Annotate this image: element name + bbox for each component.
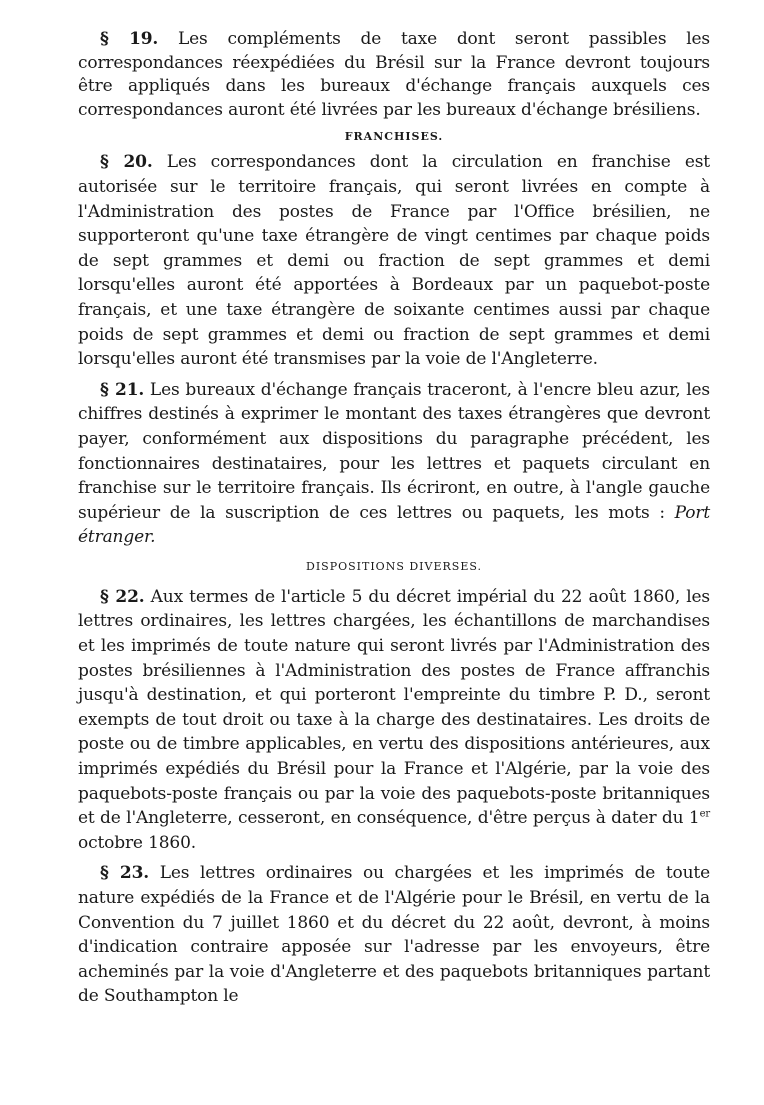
paragraph-text: Les compléments de taxe dont seront passibles les correspondances réexpédiées du Brésil sur la France devront toujours être appliqués dans les bureaux d'échange français auxquels ces correspondances auront été livrées par les bureaux d'échange brésiliens. — [78, 29, 711, 120]
paragraph-label: § 20. — [100, 152, 153, 173]
date-rest: octobre 1860. — [78, 832, 197, 853]
paragraph-21 — [78, 378, 710, 550]
paragraph-label: § 19. — [100, 29, 159, 49]
date-superscript: er — [699, 808, 710, 820]
paragraph-22 — [78, 585, 710, 856]
paragraph-20 — [78, 150, 710, 371]
date-number: 1 — [688, 808, 700, 829]
document-page — [78, 28, 710, 1009]
paragraph-label: § 23. — [100, 863, 150, 884]
paragraph-19 — [78, 28, 710, 122]
paragraph-label: § 21. — [100, 379, 145, 400]
paragraph-23 — [78, 861, 710, 1009]
paragraph-text: Aux termes de l'article 5 du décret impérial du 22 août 1860, les lettres ordinaires, les lettres chargées, les échantillons de marchandises et les imprimés de toute nature qui seront livrés par l'Administration des postes brésiliennes à l'Administration des postes de France affranchis jusqu'à destination, et qui porteront l'empreinte du timbre P. D., seront exempts de tout droit ou taxe à la charge des destinataires. Les droits de poste ou de timbre applicables, en vertu des dispositions antérieures, aux imprimés expédiés du Brésil pour la France et l'Algérie, par la voie des paquebots-poste français ou par la voie des paquebots-poste britanniques et de l'Angleterre, cesseront, en conséquence, d'être perçus à dater du — [78, 586, 710, 829]
paragraph-text: Les correspondances dont la circulation en franchise est autorisée sur le territoire français, qui seront livrées en compte à l'Administration des postes de France par l'Office brésilien, ne supporteront qu'une taxe étrangère de vingt centimes par chaque poids de sept grammes et demi ou fraction de sept grammes et demi lorsqu'elles auront été apportées à Bordeaux par un paquebot-poste français, et une taxe étrangère de soixante centimes aussi par chaque poids de sept grammes et demi ou fraction de sept grammes et demi lorsqu'elles auront été transmises par la voie de l'Angleterre. — [78, 152, 710, 370]
paragraph-label: § 22. — [100, 586, 145, 607]
paragraph-text: Les lettres ordinaires ou chargées et les imprimés de toute nature expédiés de la France et de l'Algérie pour le Brésil, en vertu de la Convention du 7 juillet 1860 et du décret du 22 août, devront, à moins d'indication contraire apposée sur l'adresse par les envoyeurs, être acheminés par la voie d'Angleterre et des paquebots britanniques partant de Southampton le — [78, 863, 711, 1007]
section-heading-franchises: FRANCHISES. — [344, 130, 444, 144]
paragraph-text: Les bureaux d'échange français traceront, à l'encre bleu azur, les chiffres destinés à exprimer le montant des taxes étrangères que devront payer, conformément aux dispositions du paragraphe précédent, les fonctionnaires destinataires, pour les lettres et paquets circulant en franchise sur le territoire français. Ils écriront, en outre, à l'angle gauche supérieur de la suscription de ces lettres ou paquets, les mots : — [78, 379, 710, 523]
section-heading-dispositions: DISPOSITIONS DIVERSES. — [306, 559, 482, 573]
emphasis-port-etranger: Port étranger. — [78, 502, 710, 548]
